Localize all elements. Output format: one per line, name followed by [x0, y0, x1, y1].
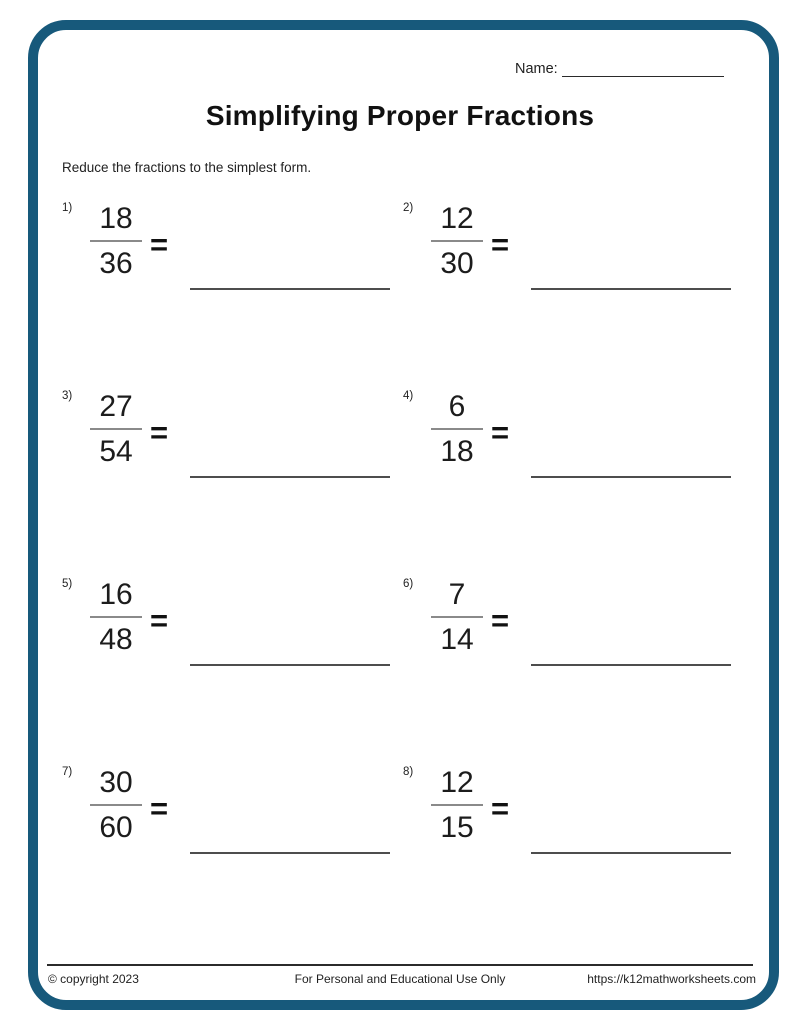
problem-number: 1)	[62, 202, 73, 214]
fraction	[431, 764, 483, 846]
denominator: 54	[99, 435, 133, 468]
fraction	[90, 576, 142, 658]
problem-number: 5)	[62, 578, 73, 590]
footer-website-link[interactable]: https://k12mathworksheets.com	[587, 972, 756, 986]
fraction	[90, 200, 142, 282]
footer-divider	[47, 964, 753, 966]
problem-2	[403, 200, 738, 296]
fraction-bar	[431, 428, 483, 430]
fraction	[431, 200, 483, 282]
answer-line[interactable]	[531, 476, 731, 478]
answer-line[interactable]	[531, 288, 731, 290]
problem-number: 3)	[62, 390, 73, 402]
equals-sign: =	[150, 603, 169, 638]
equals-sign: =	[150, 227, 169, 262]
problem-number: 8)	[403, 766, 414, 778]
problem-6	[403, 576, 738, 672]
denominator: 36	[99, 247, 133, 280]
fraction-bar	[431, 240, 483, 242]
answer-line[interactable]	[531, 664, 731, 666]
numerator: 18	[99, 202, 133, 235]
problem-4	[403, 388, 738, 484]
problem-number: 6)	[403, 578, 414, 590]
name-row	[515, 60, 724, 77]
numerator: 30	[99, 766, 133, 799]
fraction	[90, 764, 142, 846]
answer-line[interactable]	[190, 664, 390, 666]
equals-sign: =	[150, 791, 169, 826]
fraction	[431, 576, 483, 658]
denominator: 18	[440, 435, 474, 468]
fraction	[90, 388, 142, 470]
fraction-bar	[90, 240, 142, 242]
answer-line[interactable]	[190, 852, 390, 854]
problem-number: 7)	[62, 766, 73, 778]
equals-sign: =	[491, 227, 510, 262]
numerator: 12	[440, 766, 474, 799]
footer-copyright: © copyright 2023	[48, 972, 139, 986]
numerator: 6	[448, 390, 466, 423]
problem-number: 2)	[403, 202, 414, 214]
name-input-line[interactable]	[562, 60, 724, 77]
problem-1	[62, 200, 397, 296]
answer-line[interactable]	[531, 852, 731, 854]
numerator: 7	[448, 578, 466, 611]
fraction-bar	[90, 804, 142, 806]
numerator: 27	[99, 390, 133, 423]
fraction-bar	[431, 616, 483, 618]
problem-number: 4)	[403, 390, 414, 402]
denominator: 15	[440, 811, 474, 844]
problem-7	[62, 764, 397, 860]
denominator: 14	[440, 623, 474, 656]
footer-usage-note: For Personal and Educational Use Only	[294, 972, 506, 986]
problem-8	[403, 764, 738, 860]
instruction-text: Reduce the fractions to the simplest form.	[62, 160, 312, 175]
equals-sign: =	[491, 791, 510, 826]
equals-sign: =	[491, 603, 510, 638]
problem-3	[62, 388, 397, 484]
denominator: 30	[440, 247, 474, 280]
denominator: 60	[99, 811, 133, 844]
numerator: 16	[99, 578, 133, 611]
fraction-bar	[431, 804, 483, 806]
fraction-bar	[90, 616, 142, 618]
numerator: 12	[440, 202, 474, 235]
fraction-bar	[90, 428, 142, 430]
problem-5	[62, 576, 397, 672]
answer-line[interactable]	[190, 288, 390, 290]
page-title: Simplifying Proper Fractions	[205, 100, 595, 131]
answer-line[interactable]	[190, 476, 390, 478]
equals-sign: =	[150, 415, 169, 450]
fraction	[431, 388, 483, 470]
denominator: 48	[99, 623, 133, 656]
name-label: Name:	[515, 61, 558, 77]
equals-sign: =	[491, 415, 510, 450]
